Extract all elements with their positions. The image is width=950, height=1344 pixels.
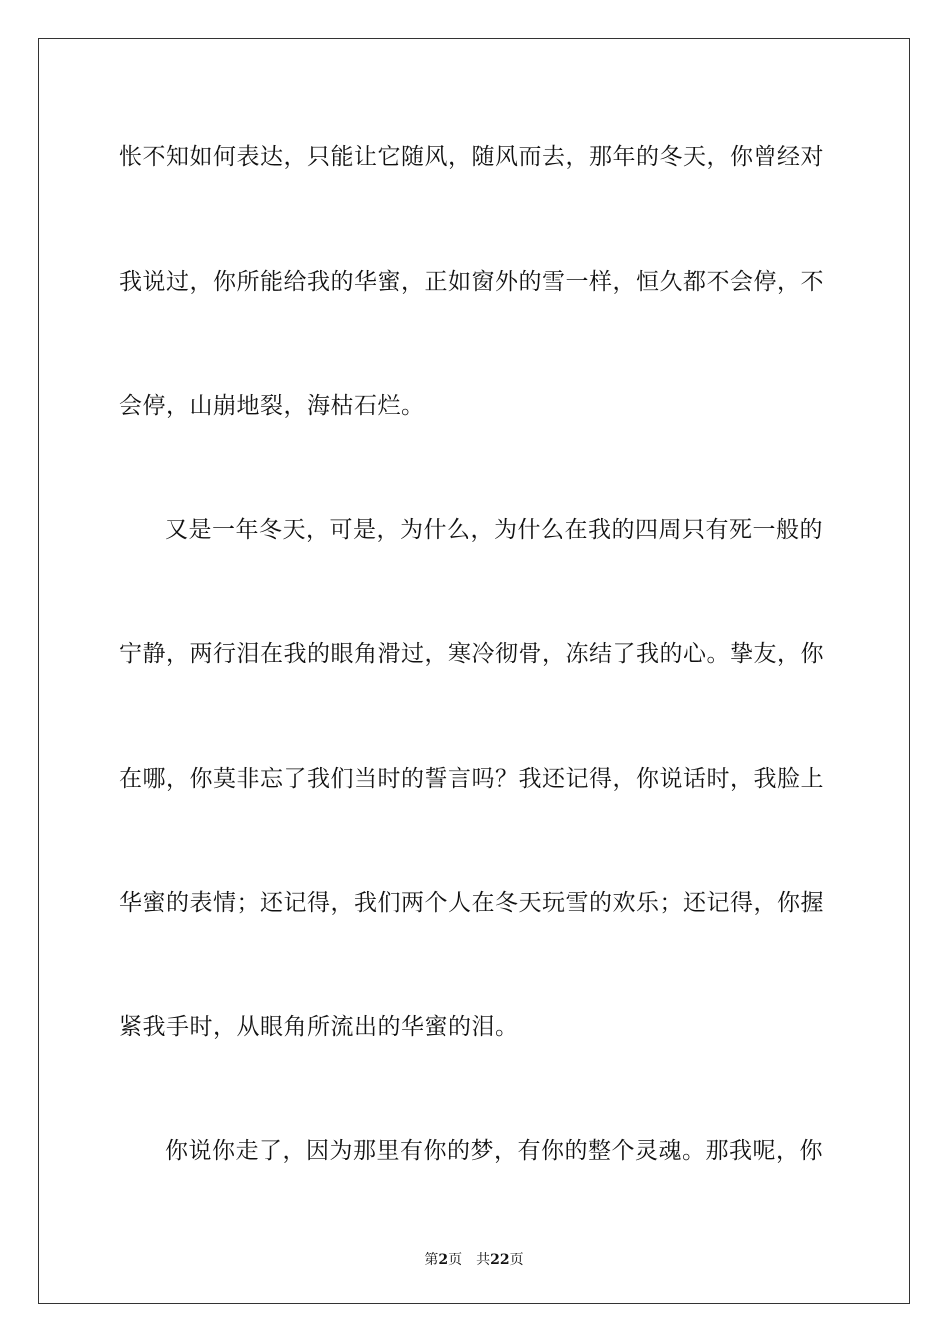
paragraph-first-line: 你说你走了，因为那里有你的梦，有你的整个灵魂。那我呢，你: [165, 1138, 823, 1164]
text-line: 怅不知如何表达，只能让它随风，随风而去，那年的冬天，你曾经对: [119, 144, 824, 170]
total-suffix: 页: [509, 1252, 524, 1268]
page-number: 2: [438, 1252, 449, 1268]
total-prefix: 共: [476, 1252, 491, 1268]
paragraph-first-line: 又是一年冬天，可是，为什么，为什么在我的四周只有死一般的: [165, 517, 823, 543]
page-prefix: 第: [424, 1252, 439, 1268]
text-line: 我说过，你所能给我的华蜜，正如窗外的雪一样，恒久都不会停，不: [119, 269, 824, 295]
page-suffix: 页: [448, 1252, 463, 1268]
text-line: 华蜜的表情；还记得，我们两个人在冬天玩雪的欢乐；还记得，你握: [119, 890, 824, 916]
document-page: [38, 38, 910, 1304]
text-line: 宁静，两行泪在我的眼角滑过，寒冷彻骨，冻结了我的心。挚友，你: [119, 641, 824, 667]
text-line: 紧我手时，从眼角所流出的华蜜的泪。: [119, 1014, 519, 1040]
text-line: 在哪，你莫非忘了我们当时的誓言吗？我还记得，你说话时，我脸上: [119, 766, 824, 792]
page-footer: [39, 1249, 909, 1269]
text-line: 会停，山崩地裂，海枯石烂。: [119, 393, 425, 419]
total-pages: 22: [490, 1252, 510, 1268]
